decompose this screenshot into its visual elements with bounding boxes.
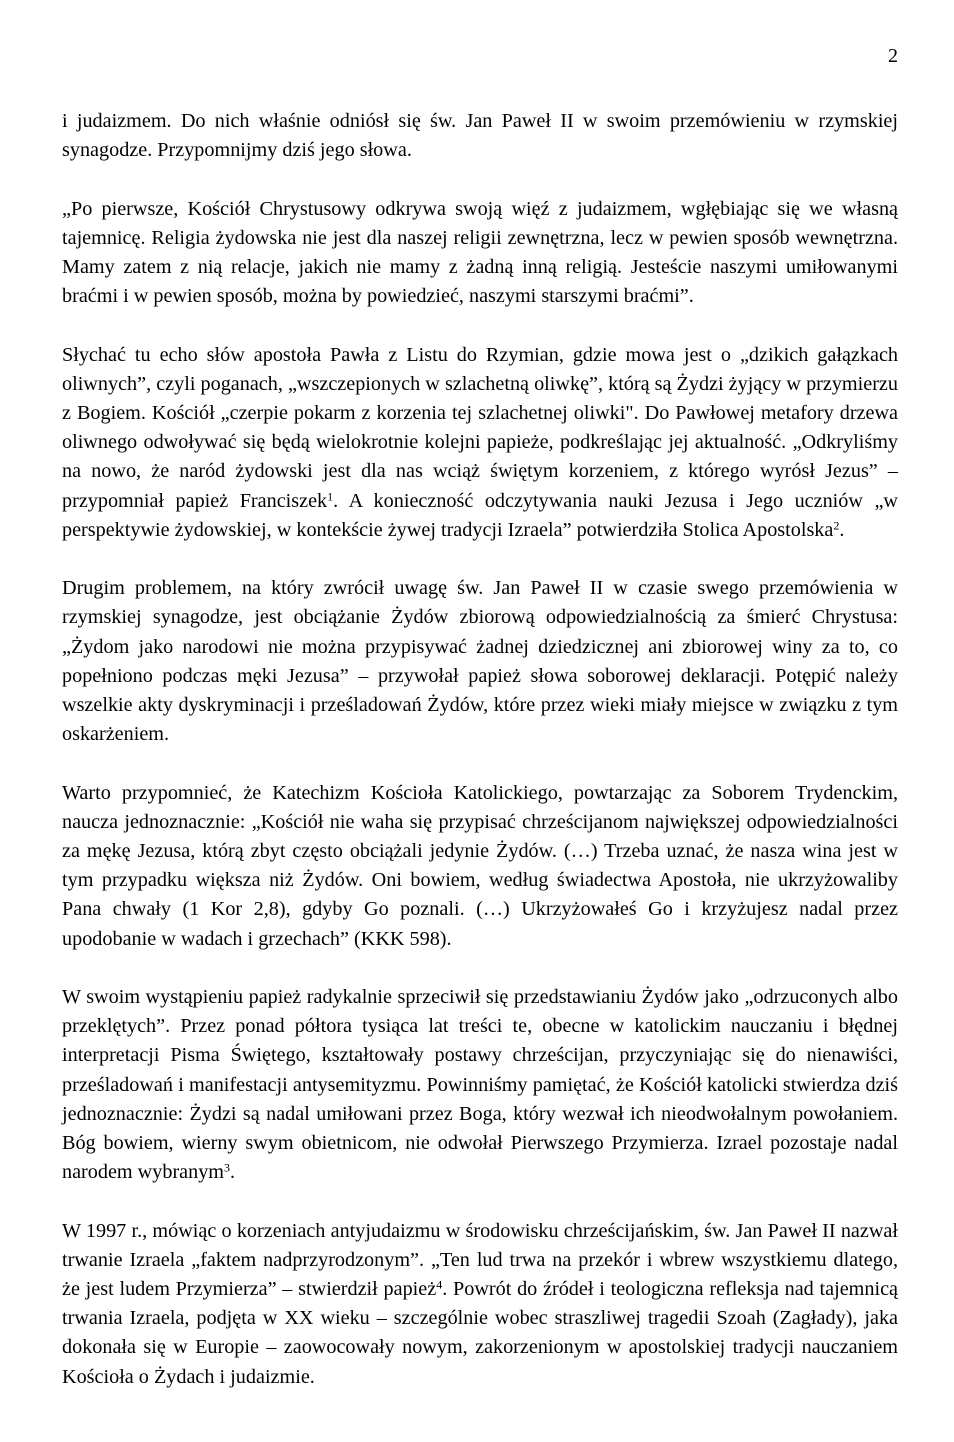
paragraph-text: W swoim wystąpieniu papież radykalnie sprzeciwił się przedstawianiu Żydów jako „odrzuconych albo przeklętych”. Przez ponad półtora tysiąca lat treści te, obecne w katolickim nauczaniu i błędnej interpretacji Pisma Świętego, kształtowały postawy chrześcijan, przyczyniając się do nienawiści, prześladowań i manifestacji antysemityzmu. Powinniśmy pamiętać, że Kościół katolicki stwierdza dziś jednoznacznie: Żydzi są nadal umiłowani przez Boga, który wezwał ich nieodwołalnym powołaniem. Bóg bowiem, wierny swym obietnicom, nie odwołał Pierwszego Przymierza. Izrael pozostaje nadal narodem wybranym <box>62 986 898 1184</box>
paragraph-text: W 1997 r., mówiąc o korzeniach antyjudaizmu w środowisku chrześcijańskim, św. Jan Paweł II nazwał trwanie Izraela „faktem nadprzyrodzonym”. „Ten lud trwa na przekór i wbrew wszystkiemu dlatego, że jest ludem Przymierza” – stwierdził papież <box>62 1219 898 1301</box>
paragraph-text: i judaizmem. Do nich właśnie odniósł się św. Jan Paweł II w swoim przemówieniu w rzymskiej synagodze. Przypomnijmy dziś jego słowa. <box>62 110 898 162</box>
footnote-reference[interactable]: 1 <box>327 489 334 504</box>
paragraph <box>62 574 898 749</box>
paragraph-text: . Powrót do źródeł i teologiczna refleksja nad tajemnicą trwania Izraela, podjęta w XX wieku – szczególnie wobec straszliwej tragedii Szoah (Zagłady), jaka dokonała się w Europie – zaowocowały nowym, zakorzenionym w apostolskiej tradycji nauczaniem Kościoła o Żydach i judaizmie. <box>62 1278 898 1388</box>
paragraph <box>62 779 898 954</box>
document-body <box>62 107 898 1392</box>
quote-paragraph <box>62 195 898 312</box>
paragraph-text: Warto przypomnieć, że Katechizm Kościoła Katolickiego, powtarzając za Soborem Trydenckim, naucza jednoznacznie: „Kościół nie waha się przypisać chrześcijanom największej odpowiedzialności za mękę Jezusa, którą zbyt często obciążali jedynie Żydów. (…) Trzeba uznać, że nasza wina jest w tym przypadku większa niż Żydów. Oni bowiem, według świadectwa Apostoła, nie ukrzyżowaliby Pana chwały (1 Kor 2,8), gdyby Go poznali. (…) Ukrzyżowałeś Go i krzyżujesz nadal przez upodobanie w wadach i grzechach” (KKK 598). <box>62 781 898 950</box>
paragraph <box>62 1217 898 1392</box>
paragraph-text: . A konieczność odczytywania nauki Jezusa i Jego uczniów „w perspektywie żydowskiej, w kontekście żywej tradycji Izraela” potwierdziła Stolica Apostolska <box>62 489 898 541</box>
footnote-reference[interactable]: 2 <box>833 518 840 533</box>
paragraph-text: Drugim problemem, na który zwrócił uwagę św. Jan Paweł II w czasie swego przemówienia w rzymskiej synagodze, jest obciążanie Żydów zbiorową odpowiedzialnością za śmierć Chrystusa: „Żydom jako narodowi nie można przypisywać żadnej dziedzicznej ani zbiorowej winy za to, co popełniono podczas męki Jezusa” – przywołał papież słowa soborowej deklaracji. Potępić należy wszelkie akty dyskryminacji i prześladowań Żydów, które przez wieki miały miejsce w związku z tym oskarżeniem. <box>62 577 898 746</box>
paragraph-text: . <box>230 1161 236 1184</box>
paragraph-text: . <box>839 518 845 541</box>
paragraph <box>62 107 898 165</box>
footnote-reference[interactable]: 4 <box>436 1277 443 1292</box>
paragraph <box>62 341 898 545</box>
paragraph-text: „Po pierwsze, Kościół Chrystusowy odkrywa swoją więź z judaizmem, wgłębiając się we własną tajemnicę. Religia żydowska nie jest dla naszej religii zewnętrzna, lecz w pewien sposób wewnętrzna. Mamy zatem z nią relacje, jakich nie mamy z żadną inną religią. Jesteście naszymi umiłowanymi braćmi i w pewien sposób, można by powiedzieć, naszymi starszymi braćmi”. <box>62 197 898 308</box>
footnote-reference[interactable]: 3 <box>224 1160 231 1175</box>
paragraph-text: Słychać tu echo słów apostoła Pawła z Listu do Rzymian, gdzie mowa jest o „dzikich gałązkach oliwnych”, czyli poganach, „wszczepionych w szlachetną oliwkę”, którą są Żydzi żyjący w przymierzu z Bogiem. Kościół „czerpie pokarm z korzenia tej szlachetnej oliwki". Do Pawłowej metafory drzewa oliwnego odwoływać się będą wielokrotnie kolejni papieże, podkreślając jej aktualność. „Odkryliśmy na nowo, że naród żydowski jest dla nas wciąż świętym korzeniem, z którego wyrósł Jezus” – przypomniał papież Franciszek <box>62 343 898 512</box>
paragraph <box>62 983 898 1187</box>
page-number: 2 <box>888 45 898 67</box>
